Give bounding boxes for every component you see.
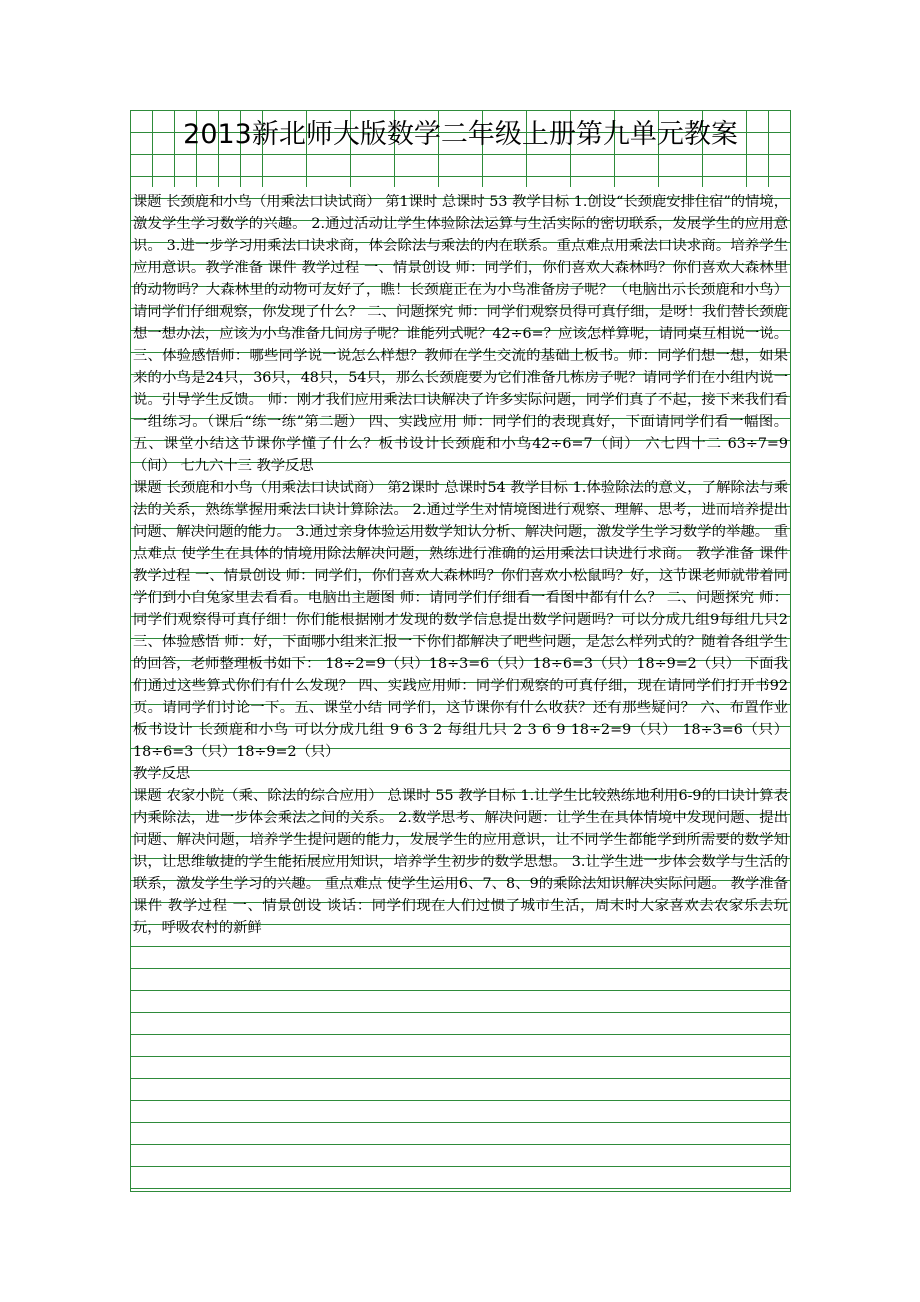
document-title: 2013新北师大版数学二年级上册第九单元教案	[183, 119, 738, 150]
lesson-1-paragraph: 课题 长颈鹿和小鸟（用乘法口诀试商） 第1课时 总课时 53 教学目标 1.创设“长颈鹿安排住宿”的情境，激发学生学习数学的兴趣。 2.通过活动让学生体验除法运算与生活实际的密切联系，发展学生的应用意识。 3.进一步学习用乘法口诀求商，体会除法与乘法的内在联系。重点难点用乘法口诀求商。培养学生应用意识。教学准备 课件 教学过程 一、情景创设 师：同学们，你们喜欢大森林吗？你们喜欢大森林里的动物吗？大森林里的动物可友好了，瞧！长颈鹿正在为小鸟准备房子呢？（电脑出示长颈鹿和小鸟）请同学们仔细观察，你发现了什么？ 二、问题探究 师：同学们观察员得可真仔细，是呀！我们替长颈鹿想一想办法，应该为小鸟准备几间房子呢？谁能列式呢？42÷6=？应该怎样算呢，请同桌互相说一说。三、体验感悟师：哪些同学说一说怎么样想？教师在学生交流的基础上板书。师：同学们想一想，如果来的小鸟是24只，36只，48只，54只，那么长颈鹿要为它们准备几栋房子呢？请同学们在小组内说一说。引导学生反馈。 师：刚才我们应用乘法口诀解决了许多实际问题，同学们真了不起，接下来我们看一组练习。（课后“练一练”第二题） 四、实践应用 师：同学们的表现真好，下面请同学们看一幅图。五、课堂小结这节课你学懂了什么？板书设计长颈鹿和小鸟42÷6=7（间） 六七四十二 63÷7=9（间） 七九六十三 教学反思	[133, 194, 788, 474]
lesson-3-paragraph: 课题 农家小院（乘、除法的综合应用） 总课时 55 教学目标 1.让学生比较熟练地利用6-9的口诀计算表内乘除法，进一步体会乘法之间的关系。 2.数学思考、解决问题：让学生在具体情境中发现问题、提出问题、解决问题，培养学生提问题的能力，发展学生的应用意识，让不同学生都能学到所需要的数学知识，让思维敏捷的学生能拓展应用知识，培养学生初步的数学思想。 3.让学生进一步体会数学与生活的联系，激发学生学习的兴趣。 重点难点 使学生运用6、7、8、9的乘除法知识解决实际问题。 教学准备 课件 教学过程 一、情景创设 谈话：同学们现在人们过惯了城市生活，周末时大家喜欢去农家乐去玩玩，呼吸农村的新鲜	[133, 788, 788, 936]
lesson-2-paragraph: 课题 长颈鹿和小鸟（用乘法口诀试商） 第2课时 总课时54 教学目标 1.体验除法的意义，了解除法与乘法的关系，熟练掌握用乘法口诀计算除法。 2.通过学生对情境图进行观察、理解、思考，进而培养提出问题、解决问题的能力。 3.通过亲身体验运用数学知认分析、解决问题，激发学生学习数学的举趣。 重点难点 使学生在具体的情境用除法解决问题，熟练进行准确的运用乘法口诀进行求商。 教学准备 课件 教学过程 一、情景创设 师：同学们，你们喜欢大森林吗？你们喜欢小松鼠吗？好，这节课老师就带着同学们到小白兔家里去看看。电脑出主题图 师：请同学们仔细看一看图中都有什么？ 二、问题探究 师：同学们观察得可真仔细！你们能根据刚才发现的数学信息提出数学问题吗？可以分成几组9每组几只2三、体验感悟 师：好，下面哪小组来汇报一下你们都解决了吧些问题，是怎么样列式的？随着各组学生的回答，老师整理板书如下： 18÷2=9（只）18÷3=6（只）18÷6=3（只）18÷9=2（只） 下面我们通过这些算式你们有什么发现？ 四、实践应用师：同学们观察的可真仔细，现在请同学们打开书92页。请同学们讨论一下。五、课堂小结 同学们，这节课你有什么收获？还有那些疑问？ 六、布置作业 板书设计 长颈鹿和小鸟 可以分成几组 9 6 3 2 每组几只 2 3 6 9 18÷2=9（只） 18÷3=6（只）18÷6=3（只）18÷9=2（只）	[133, 480, 788, 760]
reflection-heading: 教学反思	[133, 766, 191, 782]
document-body	[133, 191, 788, 939]
document-page	[130, 110, 791, 1192]
